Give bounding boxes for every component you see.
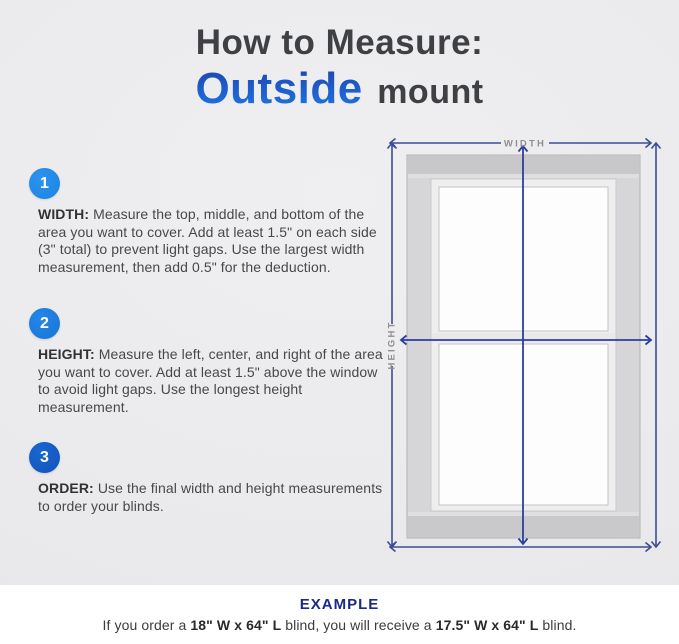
step-3-body: Use the final width and height measurements to order your blinds. (38, 480, 383, 514)
step-3-badge: 3 (29, 442, 60, 473)
example-sentence (0, 617, 679, 633)
window-measurement-diagram (385, 130, 667, 592)
example-receive-size: 17.5" W x 64" L (435, 617, 539, 633)
example-middle: blind, you will receive a (281, 617, 436, 633)
step-3-label: ORDER: (38, 480, 94, 496)
step-2-body: Measure the left, center, and right of the area you want to cover. Add at least 1.5" above the window to avoid light gaps. Use the longest height measurement. (38, 346, 383, 415)
title-suffix: mount (377, 72, 484, 111)
step-1-label: WIDTH: (38, 206, 90, 222)
step-3-text (38, 480, 383, 515)
step-height (29, 308, 383, 416)
step-1-text (38, 206, 383, 276)
step-2-badge: 2 (29, 308, 60, 339)
example-order-size: 18" W x 64" L (190, 617, 282, 633)
width-label: WIDTH (503, 138, 547, 150)
step-1-badge: 1 (29, 168, 60, 199)
title-highlight: Outside (195, 63, 363, 113)
step-order (29, 442, 383, 515)
step-width (29, 168, 383, 276)
title-line-2 (0, 65, 679, 113)
example-suffix: blind. (538, 617, 577, 633)
page-title (0, 24, 679, 112)
step-2-label: HEIGHT: (38, 346, 95, 362)
example-heading: EXAMPLE (299, 596, 380, 613)
example-section (0, 585, 679, 644)
step-1-body: Measure the top, middle, and bottom of the area you want to cover. Add at least 1.5" on each side (3" total) to prevent light gaps. Use the largest width measurement, then add 0.5" for the deduction. (38, 206, 377, 275)
title-line-1: How to Measure: (195, 23, 484, 62)
height-label: HEIGHT (386, 320, 398, 370)
example-prefix: If you order a (102, 617, 191, 633)
step-2-text (38, 346, 383, 416)
